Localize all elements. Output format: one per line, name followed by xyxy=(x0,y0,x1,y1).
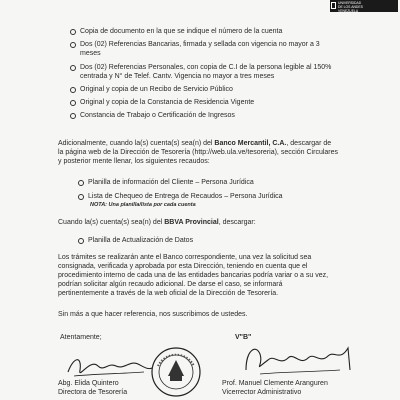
official-seal-icon xyxy=(150,346,202,398)
mercantil-paragraph-line-1 xyxy=(58,139,374,148)
left-signatory-name: Abg. Elida Quintero xyxy=(58,380,119,387)
requirement-item: Original y copia de un Recibo de Servicio Público xyxy=(80,85,370,94)
closing-line: procedimiento interno de cada una de las entidades bancarias podría variar o a su vez, xyxy=(58,272,329,279)
mercantil-form-item: Planilla de información del Cliente – Persona Jurídica xyxy=(88,178,378,187)
requirement-item: Constancia de Trabajo o Certificación de Ingresos xyxy=(80,111,370,120)
farewell-text: Sin más a que hacer referencia, nos suscribimos de ustedes. xyxy=(58,311,248,318)
requirement-item-continuation: centrada y N° de Telef. Cantv. Vigencia no mayor a tres meses xyxy=(80,73,275,80)
right-signatory-name: Prof. Manuel Clemente Aranguren xyxy=(222,380,328,387)
provincial-paragraph xyxy=(58,218,374,227)
requirement-item: Dos (02) Referencias Bancarias, firmada y sellada con vigencia no mayor a 3 xyxy=(80,40,370,49)
mercantil-form-item: Lista de Chequeo de Entrega de Recaudos – Persona Jurídica xyxy=(88,192,378,201)
bank-name-mercantil: Banco Mercantil, C.A. xyxy=(214,140,287,147)
mercantil-text: , descargar de xyxy=(286,140,332,147)
requirement-item-continuation: meses xyxy=(80,50,101,57)
logo-line-2: DE LOS ANDES xyxy=(338,5,363,9)
closing-line: consignada, verificada y aprobada por esta Dirección, teniendo en cuenta que el xyxy=(58,263,308,270)
requirement-item: Dos (02) Referencias Personales, con copia de C.I de la persona legible al 150% xyxy=(80,63,370,72)
mercantil-text: Adicionalmente, cuando la(s) cuenta(s) sea(n) del xyxy=(58,140,215,147)
requirement-item: Copia de documento en la que se indique el número de la cuenta xyxy=(80,27,370,36)
mercantil-note: NOTA: Una planilla/lista por cada cuenta xyxy=(90,202,196,208)
right-signatory-title: Vicerrector Administrativo xyxy=(222,389,302,396)
closing-line: pertinentemente a través de la web oficial de la Dirección de Tesorería. xyxy=(58,290,279,297)
closing-line: Los trámites se realizarán ante el Banco correspondiente, una vez la solicitud sea xyxy=(58,254,312,261)
attentively-label: Atentamente; xyxy=(60,334,102,341)
signature-right-scribble xyxy=(240,340,360,380)
logo-line-1: UNIVERSIDAD xyxy=(338,1,362,5)
requirement-item: Original y copia de la Constancia de Residencia Vigente xyxy=(80,98,370,107)
provincial-text: Cuando la(s) cuenta(s) sea(n) del xyxy=(58,219,165,226)
mercantil-paragraph-line-2: la página web de la Dirección de Tesorería (http://web.ula.ve/tesoreria), sección Circulares xyxy=(58,149,339,156)
provincial-form-item: Planilla de Actualización de Datos xyxy=(88,236,378,245)
left-signatory-title: Directora de Tesorería xyxy=(58,389,128,396)
mercantil-paragraph-line-3: y posterior mente llenar, los siguientes recaudos: xyxy=(58,158,210,165)
logo-line-3: VENEZUELA xyxy=(338,9,359,12)
bank-name-provincial: BBVA Provincial xyxy=(164,219,219,226)
vb-label: V"B" xyxy=(235,334,252,341)
university-logo xyxy=(330,0,398,12)
closing-line: podrían solicitar algún recaudo adicional. De darse el caso, se informará xyxy=(58,281,283,288)
provincial-text: , descargar: xyxy=(218,219,256,226)
crest-icon xyxy=(331,2,336,9)
